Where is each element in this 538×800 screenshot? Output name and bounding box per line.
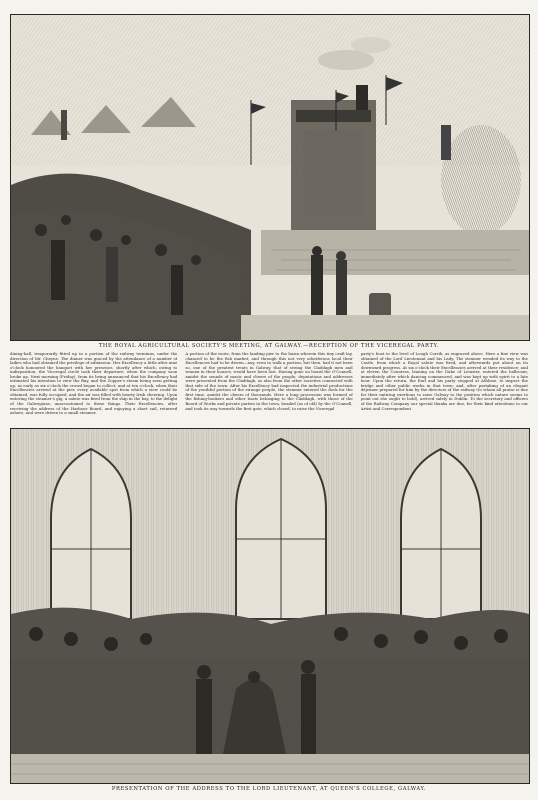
article-column-3: party's boat to the level of Lough Corrib, as engraved above. Here a fine view was obtained of the Lord Lieutenant and his Lady. The steamer wended its way to the Castle, from which a Royal salute was fired, and afterwards put about on its downward progress. At six o'clock their Excellencies arrived at their residence; and at eleven the Countess, leaning on the Duke of Leinster, entered the ballroom; immediately after which dancing commenced, and was kept up with spirit to a late hour. Upon the return, the Earl and his party stopped at Athlone, to inspect the bridge and other public works in that town; and, after partaking of an elegant déjeuner prepared for him by the directors of the railway (to whom all praise is due for their untiring exertions to raise Galway to the position which nature seems to point out she ought to hold), arrived safely in Dublin. To the secretary and officers of the Railway Company our special thanks are due, for their kind attentions to our Artist and Correspondent bbox=[360, 352, 528, 411]
article-text bbox=[10, 352, 528, 424]
top-engraving-caption: THE ROYAL AGRICULTURAL SOCIETY'S MEETING, AT GALWAY.—RECEPTION OF THE VICEREGAL PARTY. bbox=[98, 343, 440, 349]
presentation-engraving bbox=[10, 428, 530, 784]
presentation-engraving-art bbox=[11, 429, 529, 783]
reception-engraving bbox=[10, 14, 530, 341]
reception-engraving-art bbox=[11, 15, 529, 340]
article-column-1: dining-hall, temporarily fitted up in a portion of the railway terminus, under the direction of Mr. Cheyne. The dinner was graced by the attendance of a number of ladies who had obtained the privilege of admission. Her Excellency a little after nine o'clock honoured the banquet with her presence, shortly after which, owing to indisposition, the Viceregal circle took their departure, when the company soon broke up. Next morning (Friday), from its being announced that his Excellency had intimated his intention to view the Bay, and the Zopper's steam being seen getting up, as early as six o'clock the crowd began to collect; and at ten o'clock, when their Excellencies arrived at the pier, every available spot from which a view could be obtained, was fully occupied, and the air was filled with hearty Irish cheering. Upon entering the steamer's gig, a salute was fired from the ship in the bay, to the delight of the Galwegians, unaccustomed to these things. Their Excellencies, after receiving the address of the Harbour Board, and enjoying a short sail, returned ashore, and were driven to a small steamer. bbox=[10, 352, 178, 416]
article-column-2: A portion of the route, from the landing pier to the basin wherein this tiny craft lay, chanced to be the fish market; and through this not very odoriferous local their Excellencies had to be driven—nay, even to walk a portion; but then, had it not been so, one of the greatest treats in Galway, that of seeing the Claddagh men and women in their houses, would have been lost. Having gone on board the O'Connell, amidst the sounds of music and cheers of the people, deputations and addresses were presented from the Claddagh, as also from the other societies connected with that side of the town. After his Excellency had inspected the industrial productions of the youthful portion of the strange people, the steamer entered the dock for the first time, amidst the cheers of thousands. Here a long procession was formed of the fishing-hookers and other boats belonging to the Claddagh, with those of the Board of Works and private parties in the town, headed (as of old) by the O'Connell, and took its way towards the first gate, which closed, to raise the Viceregal bbox=[185, 352, 353, 411]
bottom-engraving-caption: PRESENTATION OF THE ADDRESS TO THE LORD LIEUTENANT, AT QUEEN'S COLLEGE, GALWAY. bbox=[111, 786, 427, 792]
